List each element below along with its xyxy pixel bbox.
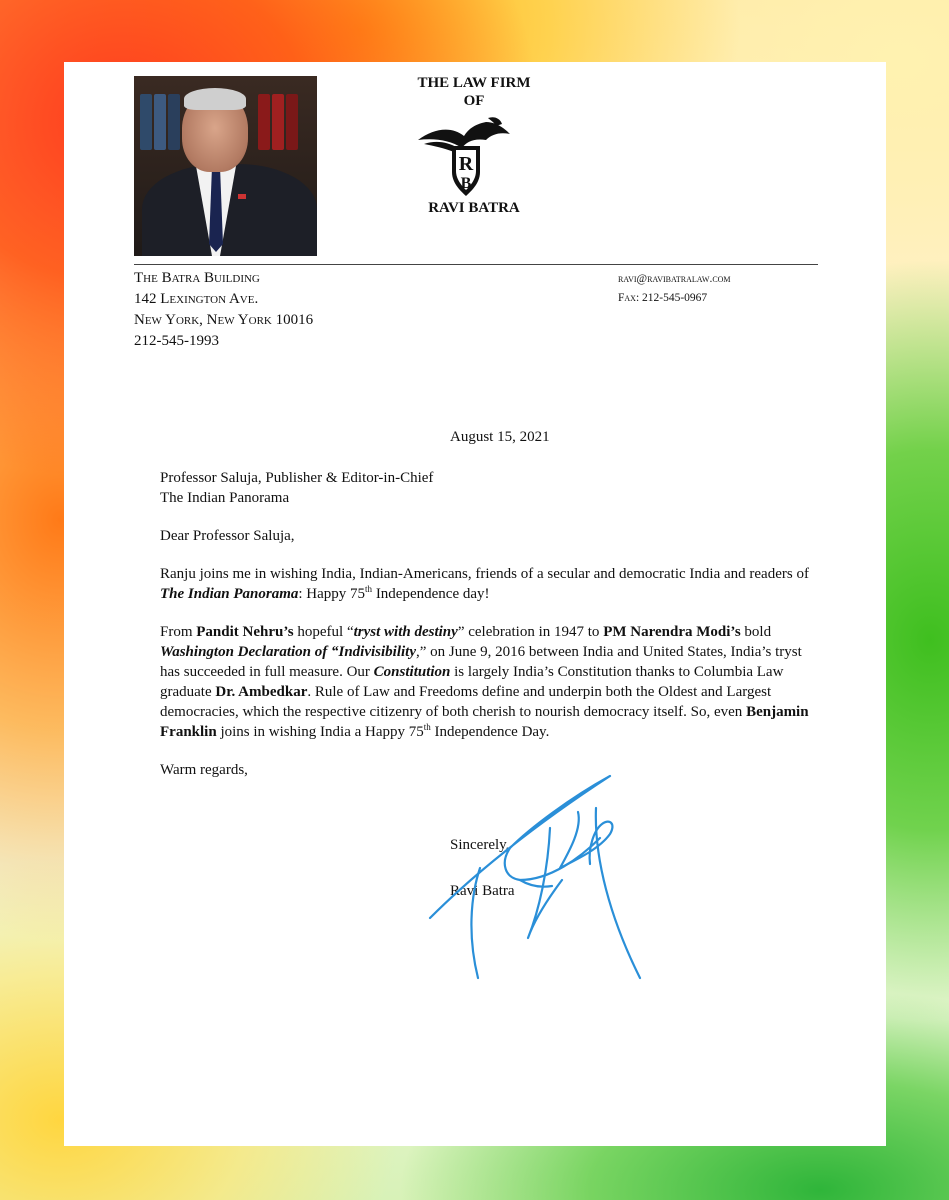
salutation: Dear Professor Saluja, <box>160 528 295 544</box>
firm-heading <box>394 74 554 110</box>
signoff: Sincerely, <box>450 837 510 853</box>
contact-fax: Fax: 212-545-0967 <box>618 292 708 304</box>
header-divider <box>134 264 818 265</box>
letter-body <box>160 468 820 798</box>
closing: Warm regards, <box>160 762 248 778</box>
logo-letter-r: R <box>458 153 474 175</box>
recipient-line-2: The Indian Panorama <box>160 490 290 506</box>
paragraph-2: From Pandit Nehru’s hopeful “tryst with destiny” celebration in 1947 to PM Narendra Modi’s bold Washington Declaration of “Indivisibility,” on June 9, 2016 between India and United States, India’s tryst has succeeded in full measure. Our Constitution is largely India’s Constitution thanks to Columbia Law graduate Dr. Ambedkar. Rule of Law and Freedoms define and underpin both the Oldest and Largest democracies, which the respective citizenry of both cherish to nourish democracy itself. So, even Benjamin Franklin joins in wishing India a Happy 75th Independence Day. <box>160 624 809 740</box>
eagle-shield-logo-icon <box>414 110 514 200</box>
paragraph-1: Ranju joins me in wishing India, Indian-Americans, friends of a secular and democratic India and readers of The Indian Panorama: Happy 75th Independence day! <box>160 566 809 602</box>
address-line-building: The Batra Building <box>134 270 260 286</box>
firm-line-1: THE LAW FIRM <box>417 75 531 91</box>
contact-block <box>618 270 731 308</box>
contact-email: ravi@ravibatralaw.com <box>618 273 731 285</box>
firm-line-2: OF <box>463 93 485 109</box>
firm-name: RAVI BATRA <box>428 200 520 216</box>
letter-date: August 15, 2021 <box>450 429 550 445</box>
portrait-photo <box>134 76 317 256</box>
address-block <box>134 268 313 352</box>
recipient-block <box>160 468 820 508</box>
letter-sheet <box>64 62 886 1146</box>
address-line-city: New York, New York 10016 <box>134 312 314 328</box>
address-line-street: 142 Lexington Ave. <box>134 291 259 307</box>
address-phone: 212-545-1993 <box>134 333 219 349</box>
handwritten-signature <box>410 768 650 988</box>
logo-letter-b: B <box>460 175 472 192</box>
recipient-line-1: Professor Saluja, Publisher & Editor-in-Chief <box>160 470 434 486</box>
signer-name: Ravi Batra <box>450 883 515 899</box>
